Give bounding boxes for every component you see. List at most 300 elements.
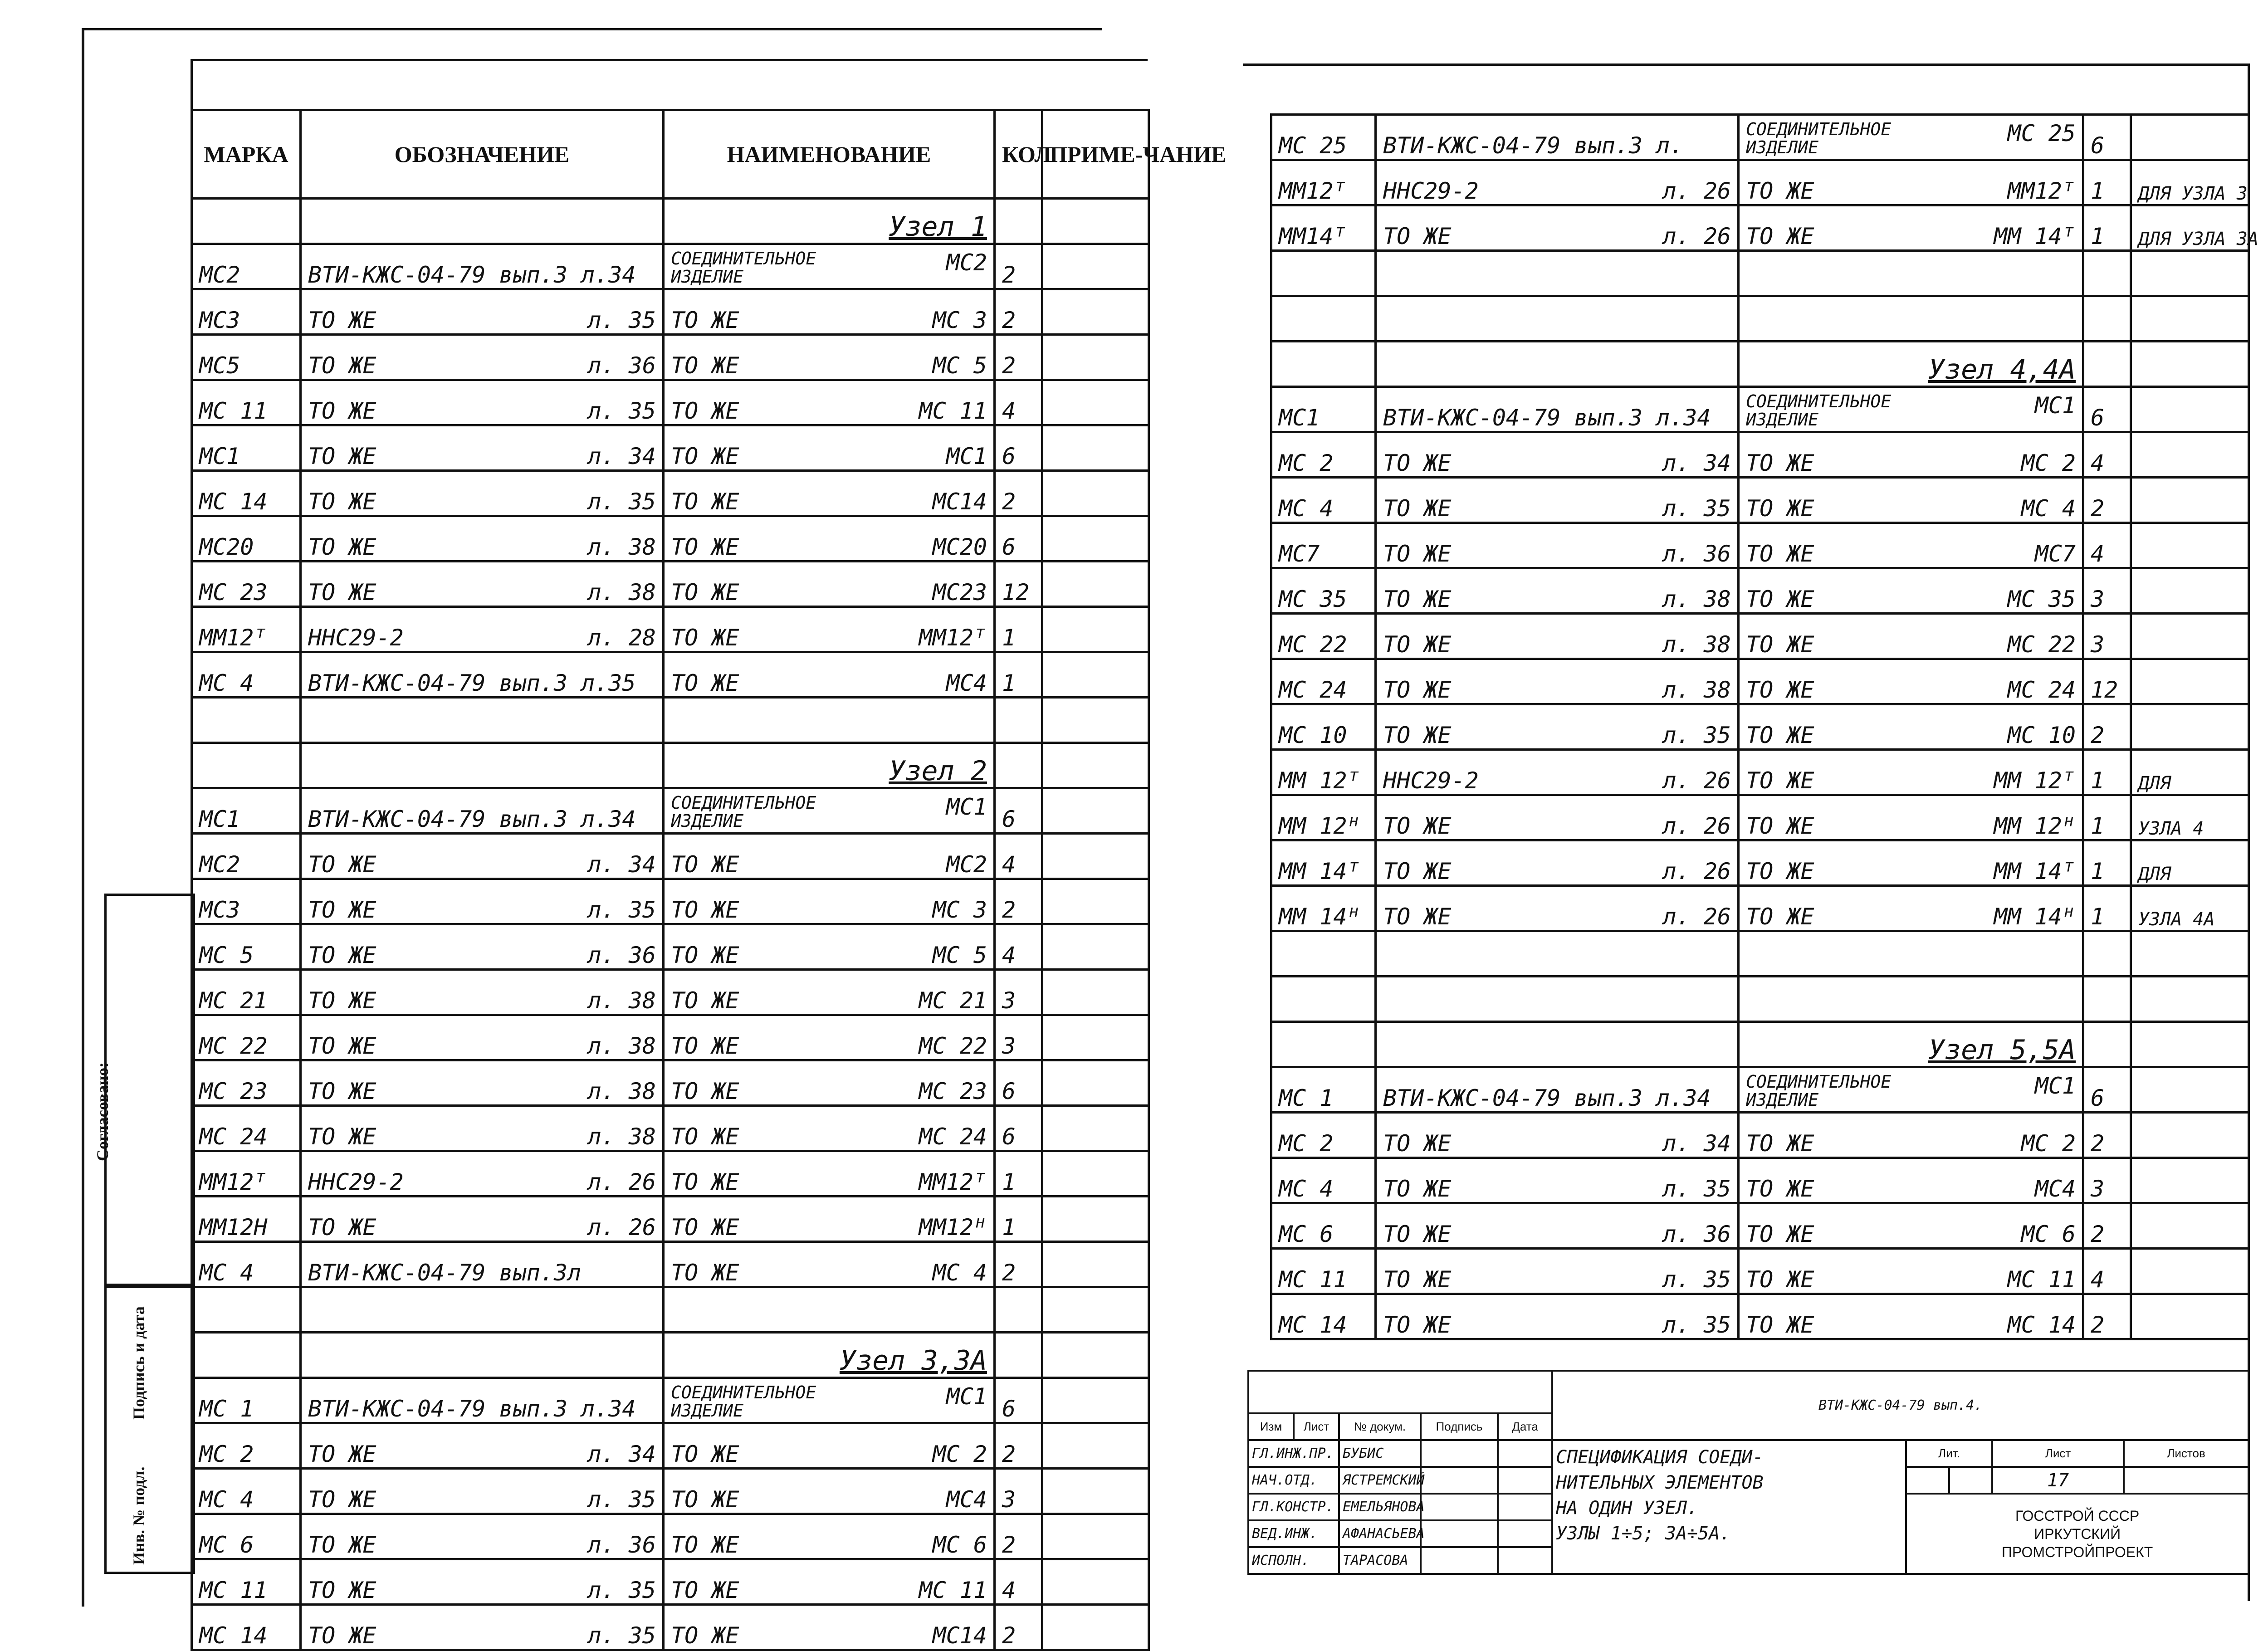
- table-row: [1271, 1113, 2249, 1158]
- table-row: [1271, 1203, 2249, 1249]
- cell-qty: 1: [995, 1151, 1042, 1197]
- stamp-header-sheets: Листов: [2124, 1440, 2248, 1467]
- cell-mark: ММ 14ᴴ: [1271, 886, 1376, 931]
- cell-qty: 6: [2083, 1067, 2131, 1113]
- cell-note: [2131, 1067, 2249, 1113]
- cell-mark: МС2: [192, 834, 301, 879]
- cell-note: [1042, 1605, 1149, 1650]
- stamp-header-sheet: Лист: [1992, 1440, 2124, 1467]
- cell-mark: МС20: [192, 516, 301, 562]
- cell-mark: МС3: [192, 879, 301, 924]
- stamp-header-ndok: № докум.: [1339, 1413, 1421, 1440]
- table-row: [1271, 115, 2249, 160]
- stamp-person: ЯСТРЕМСКИЙ: [1339, 1467, 1421, 1494]
- stamp-header-list: Лист: [1294, 1413, 1339, 1440]
- cell-qty: 1: [2083, 205, 2131, 251]
- node-title: Узел 4,4А: [1739, 342, 2083, 387]
- table-row: [192, 1378, 1149, 1423]
- cell-designation: ТО ЖЕ л. 26: [1376, 886, 1739, 931]
- cell-mark: МС 1: [1271, 1067, 1376, 1113]
- table-row: [1271, 523, 2249, 568]
- stamp-person: ЕМЕЛЬЯНОВА: [1339, 1494, 1421, 1520]
- cell-note: [1042, 1514, 1149, 1559]
- cell-mark: МС 10: [1271, 704, 1376, 750]
- cell-designation: ТО ЖЕ л. 35: [301, 471, 664, 516]
- cell-mark: МС1: [192, 425, 301, 471]
- left-sheet-frame-top: [191, 59, 1148, 61]
- cell-designation: ТО ЖЕ л. 26: [1376, 840, 1739, 886]
- cell-note: [2131, 432, 2249, 478]
- cell-note: [1042, 1197, 1149, 1242]
- stamp-title-1: СПЕЦИФИКАЦИЯ СОЕДИ-: [1556, 1447, 1764, 1468]
- cell-qty: 4: [2083, 432, 2131, 478]
- cell-qty: 1: [2083, 886, 2131, 931]
- empty-row: [192, 1287, 1149, 1333]
- cell-name: ТО ЖЕ МС 21: [664, 970, 995, 1015]
- cell-note: УЗЛА 4: [2131, 795, 2249, 840]
- cell-mark: МС 11: [192, 380, 301, 425]
- cell-designation: ТО ЖЕ л. 35: [301, 879, 664, 924]
- header-mark: МАРКА: [192, 110, 301, 199]
- cell-designation: ТО ЖЕ л. 34: [1376, 432, 1739, 478]
- table-row: [1271, 1294, 2249, 1339]
- node-row: [1271, 1022, 2249, 1067]
- stamp-role: ГЛ.КОНСТР.: [1248, 1494, 1339, 1520]
- cell-note: [1042, 834, 1149, 879]
- cell-qty: 1: [2083, 160, 2131, 205]
- stamp-person: БУБИС: [1339, 1440, 1421, 1467]
- cell-name: СОЕДИНИТЕЛЬНОЕ ИЗДЕЛИЕ МС2: [664, 244, 995, 289]
- table-row: [192, 924, 1149, 970]
- cell-mark: ММ12Н: [192, 1197, 301, 1242]
- cell-designation: ТО ЖЕ л. 38: [301, 970, 664, 1015]
- cell-note: [2131, 614, 2249, 659]
- cell-qty: 4: [995, 1559, 1042, 1605]
- stamp-title-4: УЗЛЫ 1÷5; 3А÷5А.: [1556, 1523, 1731, 1544]
- node-row: [192, 1333, 1149, 1378]
- cell-qty: 6: [995, 788, 1042, 834]
- table-row: [192, 1106, 1149, 1151]
- table-row: [192, 1559, 1149, 1605]
- cell-note: [2131, 1113, 2249, 1158]
- stamp-header-data: Дата: [1498, 1413, 1552, 1440]
- cell-designation: ТО ЖЕ л. 34: [1376, 1113, 1739, 1158]
- cell-note: [1042, 516, 1149, 562]
- right-sheet-frame-top: [1243, 64, 2250, 66]
- cell-name: ТО ЖЕ МС 6: [664, 1514, 995, 1559]
- cell-mark: ММ14ᵀ: [1271, 205, 1376, 251]
- cell-name: ТО ЖЕ МС14: [664, 1605, 995, 1650]
- cell-qty: 1: [2083, 795, 2131, 840]
- node-row: [192, 743, 1149, 788]
- cell-mark: МС 35: [1271, 568, 1376, 614]
- cell-qty: 4: [995, 834, 1042, 879]
- cell-note: [2131, 1158, 2249, 1203]
- cell-designation: ТО ЖЕ л. 38: [1376, 659, 1739, 704]
- cell-designation: ННС29-2 л. 26: [1376, 750, 1739, 795]
- cell-qty: 6: [2083, 115, 2131, 160]
- cell-name: СОЕДИНИТЕЛЬНОЕ ИЗДЕЛИЕ МС1: [1739, 387, 2083, 432]
- table-row: [192, 1469, 1149, 1514]
- table-row: [1271, 1249, 2249, 1294]
- cell-name: ТО ЖЕ МС 4: [664, 1242, 995, 1287]
- header-name: НАИМЕНОВАНИЕ: [664, 110, 995, 199]
- cell-note: [1042, 652, 1149, 698]
- cell-name: ТО ЖЕ МС 5: [664, 924, 995, 970]
- cell-note: [1042, 879, 1149, 924]
- cell-qty: 1: [995, 652, 1042, 698]
- node-title: Узел 1: [664, 199, 995, 244]
- cell-designation: ТО ЖЕ л. 38: [1376, 614, 1739, 659]
- cell-note: [1042, 1242, 1149, 1287]
- cell-note: [2131, 523, 2249, 568]
- cell-designation: ННС29-2 л. 26: [1376, 160, 1739, 205]
- cell-qty: 1: [995, 607, 1042, 652]
- cell-note: [1042, 1015, 1149, 1060]
- cell-qty: 2: [2083, 704, 2131, 750]
- cell-designation: ТО ЖЕ л. 35: [301, 289, 664, 335]
- cell-designation: ТО ЖЕ л. 35: [301, 380, 664, 425]
- cell-mark: МС 6: [1271, 1203, 1376, 1249]
- table-row: [1271, 205, 2249, 251]
- cell-name: ТО ЖЕ МС4: [664, 652, 995, 698]
- cell-name: ТО ЖЕ МС 5: [664, 335, 995, 380]
- cell-designation: ВТИ-КЖС-04-79 вып.3 л.34: [1376, 387, 1739, 432]
- cell-mark: МС 22: [1271, 614, 1376, 659]
- cell-mark: МС 23: [192, 562, 301, 607]
- table-row: [1271, 432, 2249, 478]
- cell-note: [1042, 471, 1149, 516]
- cell-qty: 3: [995, 1469, 1042, 1514]
- table-row: [1271, 750, 2249, 795]
- agreement-strip: [104, 894, 195, 1288]
- cell-note: [1042, 1469, 1149, 1514]
- cell-qty: 2: [995, 1514, 1042, 1559]
- cell-name: ТО ЖЕ МС 4: [1739, 478, 2083, 523]
- cell-name: СОЕДИНИТЕЛЬНОЕ ИЗДЕЛИЕ МС1: [664, 1378, 995, 1423]
- cell-name: ТО ЖЕ МС 23: [664, 1060, 995, 1106]
- cell-name: ТО ЖЕ МС 11: [664, 380, 995, 425]
- cell-name: ТО ЖЕ ММ 14ᵀ: [1739, 840, 2083, 886]
- header-designation: ОБОЗНАЧЕНИЕ: [301, 110, 664, 199]
- cell-name: ТО ЖЕ МС 10: [1739, 704, 2083, 750]
- cell-qty: 6: [995, 1060, 1042, 1106]
- cell-name: СОЕДИНИТЕЛЬНОЕ ИЗДЕЛИЕ МС1: [664, 788, 995, 834]
- stamp-header-izm: Изм: [1248, 1413, 1294, 1440]
- cell-name: ТО ЖЕ МС 2: [664, 1423, 995, 1469]
- table-row: [1271, 478, 2249, 523]
- cell-designation: ТО ЖЕ л. 34: [301, 834, 664, 879]
- node-title: Узел 5,5А: [1739, 1022, 2083, 1067]
- cell-designation: ВТИ-КЖС-04-79 вып.3 л.35: [301, 652, 664, 698]
- cell-designation: ВТИ-КЖС-04-79 вып.3 л.: [1376, 115, 1739, 160]
- cell-qty: 12: [995, 562, 1042, 607]
- cell-qty: 3: [2083, 568, 2131, 614]
- cell-name: ТО ЖЕ МС 3: [664, 879, 995, 924]
- cell-mark: МС2: [192, 244, 301, 289]
- cell-mark: МС 1: [192, 1378, 301, 1423]
- cell-qty: 4: [995, 924, 1042, 970]
- org-line-3: ПРОМСТРОЙПРОЕКТ: [2001, 1544, 2153, 1560]
- cell-name: ТО ЖЕ МС 6: [1739, 1203, 2083, 1249]
- cell-qty: 3: [2083, 1158, 2131, 1203]
- cell-name: ТО ЖЕ МС 2: [1739, 1113, 2083, 1158]
- cell-name: ТО ЖЕ ММ 12ᴴ: [1739, 795, 2083, 840]
- cell-note: [2131, 659, 2249, 704]
- cell-designation: ТО ЖЕ л. 36: [301, 335, 664, 380]
- cell-qty: 2: [995, 335, 1042, 380]
- cell-name: ТО ЖЕ ММ 12ᵀ: [1739, 750, 2083, 795]
- cell-name: ТО ЖЕ МС4: [664, 1469, 995, 1514]
- cell-name: ТО ЖЕ МС 22: [1739, 614, 2083, 659]
- cell-name: ТО ЖЕ МС1: [664, 425, 995, 471]
- cell-qty: 2: [2083, 478, 2131, 523]
- table-row: [192, 1015, 1149, 1060]
- table-row: [192, 1151, 1149, 1197]
- cell-note: [1042, 335, 1149, 380]
- cell-name: СОЕДИНИТЕЛЬНОЕ ИЗДЕЛИЕ МС1: [1739, 1067, 2083, 1113]
- stamp-header-podp: Подпись: [1421, 1413, 1498, 1440]
- cell-designation: ТО ЖЕ л. 36: [301, 924, 664, 970]
- cell-note: [1042, 380, 1149, 425]
- cell-designation: ННС29-2 л. 28: [301, 607, 664, 652]
- cell-qty: 6: [995, 1106, 1042, 1151]
- table-row: [192, 879, 1149, 924]
- cell-name: ТО ЖЕ МС20: [664, 516, 995, 562]
- cell-note: [2131, 1203, 2249, 1249]
- cell-name: ТО ЖЕ ММ12ᵀ: [1739, 160, 2083, 205]
- cell-note: [1042, 1559, 1149, 1605]
- cell-mark: ММ12ᵀ: [192, 1151, 301, 1197]
- table-row: [1271, 795, 2249, 840]
- cell-note: УЗЛА 4А: [2131, 886, 2249, 931]
- cell-designation: ВТИ-КЖС-04-79 вып.3 л.34: [301, 1378, 664, 1423]
- table-row: [192, 471, 1149, 516]
- sheet-number: 17: [1992, 1467, 2124, 1494]
- top-border-line: [82, 28, 1102, 30]
- cell-mark: МС 11: [192, 1559, 301, 1605]
- cell-mark: МС 5: [192, 924, 301, 970]
- cell-mark: МС3: [192, 289, 301, 335]
- table-row: [1271, 614, 2249, 659]
- cell-mark: ММ 12ᴴ: [1271, 795, 1376, 840]
- table-row: [192, 335, 1149, 380]
- cell-designation: ТО ЖЕ л. 35: [1376, 1249, 1739, 1294]
- cell-name: ТО ЖЕ МС 14: [1739, 1294, 2083, 1339]
- table-row: [192, 788, 1149, 834]
- cell-designation: ТО ЖЕ л. 38: [1376, 568, 1739, 614]
- table-row: [192, 834, 1149, 879]
- cell-note: [1042, 970, 1149, 1015]
- table-row: [192, 1060, 1149, 1106]
- inventory-label: Инв. № подл.: [130, 1466, 148, 1565]
- node-row: [1271, 342, 2249, 387]
- table-row: [192, 1242, 1149, 1287]
- table-row: [1271, 568, 2249, 614]
- cell-qty: 4: [2083, 523, 2131, 568]
- cell-note: [2131, 704, 2249, 750]
- cell-mark: МС 14: [192, 1605, 301, 1650]
- cell-note: ДЛЯ: [2131, 840, 2249, 886]
- cell-mark: МС 2: [1271, 1113, 1376, 1158]
- cell-designation: ТО ЖЕ л. 38: [301, 562, 664, 607]
- left-spec-table: [191, 109, 1227, 1651]
- cell-mark: МС1: [1271, 387, 1376, 432]
- cell-mark: МС 14: [192, 471, 301, 516]
- stamp-title-3: НА ОДИН УЗЕЛ.: [1556, 1498, 1698, 1519]
- cell-mark: МС 24: [1271, 659, 1376, 704]
- cell-mark: МС 4: [192, 1242, 301, 1287]
- stamp-header-lit: Лит.: [1906, 1440, 1992, 1467]
- stamp-person: ТАРАСОВА: [1339, 1547, 1421, 1574]
- cell-designation: ТО ЖЕ л. 26: [1376, 205, 1739, 251]
- cell-designation: ТО ЖЕ л. 36: [1376, 1203, 1739, 1249]
- signature-date-label: Подпись и дата: [130, 1306, 148, 1420]
- node-title: Узел 2: [664, 743, 995, 788]
- cell-designation: ТО ЖЕ л. 35: [301, 1605, 664, 1650]
- cell-qty: 4: [995, 380, 1042, 425]
- cell-designation: ТО ЖЕ л. 36: [1376, 523, 1739, 568]
- cell-mark: МС5: [192, 335, 301, 380]
- cell-qty: 2: [995, 1242, 1042, 1287]
- title-block: [1247, 1370, 2249, 1575]
- cell-mark: ММ 14ᵀ: [1271, 840, 1376, 886]
- cell-mark: МС 21: [192, 970, 301, 1015]
- cell-designation: ТО ЖЕ л. 35: [301, 1469, 664, 1514]
- header-row: [192, 110, 1149, 199]
- empty-row: [1271, 296, 2249, 342]
- cell-qty: 1: [2083, 750, 2131, 795]
- cell-mark: ММ12ᵀ: [192, 607, 301, 652]
- cell-mark: МС 24: [192, 1106, 301, 1151]
- stamp-role: НАЧ.ОТД.: [1248, 1467, 1339, 1494]
- table-row: [192, 1605, 1149, 1650]
- cell-mark: МС 2: [192, 1423, 301, 1469]
- cell-name: СОЕДИНИТЕЛЬНОЕ ИЗДЕЛИЕ МС 25: [1739, 115, 2083, 160]
- cell-note: [1042, 425, 1149, 471]
- cell-designation: ТО ЖЕ л. 38: [301, 1106, 664, 1151]
- cell-designation: ТО ЖЕ л. 34: [301, 425, 664, 471]
- cell-mark: МС 11: [1271, 1249, 1376, 1294]
- cell-designation: ВТИ-КЖС-04-79 вып.3 л.34: [1376, 1067, 1739, 1113]
- cell-designation: ТО ЖЕ л. 34: [301, 1423, 664, 1469]
- table-row: [1271, 1067, 2249, 1113]
- empty-row: [1271, 977, 2249, 1022]
- cell-note: [1042, 562, 1149, 607]
- stamp-role: ВЕД.ИНЖ.: [1248, 1520, 1339, 1547]
- cell-mark: МС 6: [192, 1514, 301, 1559]
- cell-designation: ТО ЖЕ л. 38: [301, 516, 664, 562]
- cell-name: ТО ЖЕ МС 11: [1739, 1249, 2083, 1294]
- cell-note: [1042, 788, 1149, 834]
- cell-note: [1042, 1378, 1149, 1423]
- node-title: Узел 3,3А: [664, 1333, 995, 1378]
- cell-qty: 2: [995, 1605, 1042, 1650]
- cell-note: [1042, 1106, 1149, 1151]
- table-row: [192, 380, 1149, 425]
- cell-mark: МС 4: [192, 1469, 301, 1514]
- cell-mark: МС 22: [192, 1015, 301, 1060]
- cell-designation: ВТИ-КЖС-04-79 вып.3 л.34: [301, 788, 664, 834]
- cell-note: [1042, 924, 1149, 970]
- stamp-title-2: НИТЕЛЬНЫХ ЭЛЕМЕНТОВ: [1556, 1472, 1764, 1493]
- cell-note: [2131, 387, 2249, 432]
- stamp-role: ИСПОЛН.: [1248, 1547, 1339, 1574]
- table-row: [1271, 704, 2249, 750]
- document-code: ВТИ-КЖС-04-79 вып.4.: [1818, 1397, 1983, 1413]
- cell-designation: ТО ЖЕ л. 38: [301, 1015, 664, 1060]
- cell-qty: 2: [995, 879, 1042, 924]
- table-row: [192, 607, 1149, 652]
- cell-note: [2131, 115, 2249, 160]
- cell-note: [1042, 1151, 1149, 1197]
- cell-note: [2131, 1294, 2249, 1339]
- table-row: [192, 652, 1149, 698]
- cell-note: [1042, 607, 1149, 652]
- cell-note: [1042, 1423, 1149, 1469]
- table-row: [192, 1514, 1149, 1559]
- cell-mark: МС 4: [1271, 478, 1376, 523]
- cell-name: ТО ЖЕ МС 24: [664, 1106, 995, 1151]
- cell-qty: 2: [2083, 1203, 2131, 1249]
- cell-designation: ТО ЖЕ л. 26: [301, 1197, 664, 1242]
- cell-note: [1042, 244, 1149, 289]
- empty-row: [1271, 931, 2249, 977]
- cell-note: [2131, 478, 2249, 523]
- cell-name: ТО ЖЕ МС2: [664, 834, 995, 879]
- cell-note: [1042, 289, 1149, 335]
- stamp-person: АФАНАСЬЕВА: [1339, 1520, 1421, 1547]
- table-row: [192, 516, 1149, 562]
- table-row: [1271, 1158, 2249, 1203]
- cell-name: ТО ЖЕ МС 3: [664, 289, 995, 335]
- cell-qty: 4: [2083, 1249, 2131, 1294]
- cell-note: [2131, 1249, 2249, 1294]
- cell-name: ТО ЖЕ ММ 14ᴴ: [1739, 886, 2083, 931]
- cell-mark: МС 4: [192, 652, 301, 698]
- cell-name: ТО ЖЕ МС4: [1739, 1158, 2083, 1203]
- cell-note: ДЛЯ УЗЛА 3: [2131, 160, 2249, 205]
- table-row: [192, 289, 1149, 335]
- cell-mark: ММ12ᵀ: [1271, 160, 1376, 205]
- cell-qty: 2: [995, 289, 1042, 335]
- cell-mark: МС 14: [1271, 1294, 1376, 1339]
- cell-designation: ННС29-2 л. 26: [301, 1151, 664, 1197]
- node-row: [192, 199, 1149, 244]
- cell-qty: 2: [995, 244, 1042, 289]
- cell-designation: ТО ЖЕ л. 35: [1376, 704, 1739, 750]
- cell-designation: ВТИ-КЖС-04-79 вып.3л: [301, 1242, 664, 1287]
- cell-qty: 2: [995, 1423, 1042, 1469]
- cell-note: ДЛЯ УЗЛА 3А: [2131, 205, 2249, 251]
- table-row: [1271, 659, 2249, 704]
- cell-name: ТО ЖЕ МС7: [1739, 523, 2083, 568]
- table-row: [192, 562, 1149, 607]
- cell-qty: 3: [995, 970, 1042, 1015]
- cell-note: [2131, 568, 2249, 614]
- cell-qty: 2: [2083, 1113, 2131, 1158]
- cell-designation: ТО ЖЕ л. 38: [301, 1060, 664, 1106]
- cell-designation: ТО ЖЕ л. 26: [1376, 795, 1739, 840]
- cell-qty: 3: [995, 1015, 1042, 1060]
- cell-note: [1042, 1060, 1149, 1106]
- cell-name: ТО ЖЕ МС 11: [664, 1559, 995, 1605]
- cell-qty: 12: [2083, 659, 2131, 704]
- cell-mark: МС 23: [192, 1060, 301, 1106]
- cell-designation: ВТИ-КЖС-04-79 вып.3 л.34: [301, 244, 664, 289]
- cell-name: ТО ЖЕ ММ 14ᵀ: [1739, 205, 2083, 251]
- cell-name: ТО ЖЕ МС14: [664, 471, 995, 516]
